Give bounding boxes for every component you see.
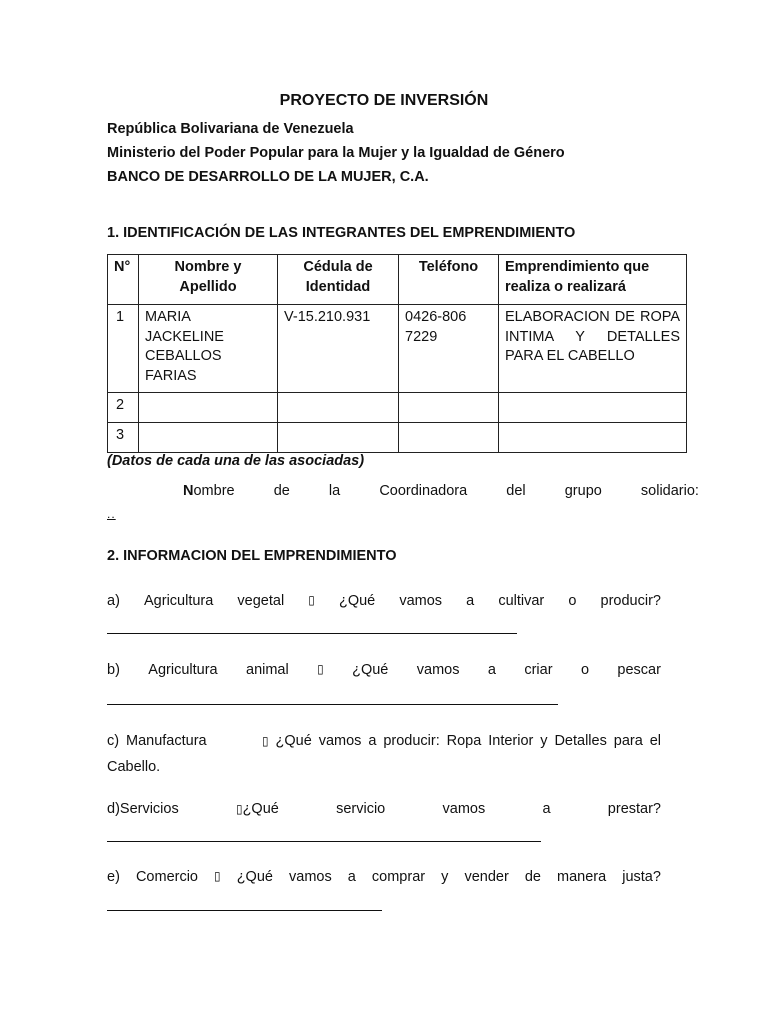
q-word: pescar xyxy=(617,662,661,678)
cell-id xyxy=(278,393,399,423)
cell-id xyxy=(278,423,399,453)
answer-line-b[interactable] xyxy=(107,704,558,705)
q-word-icon-pair xyxy=(236,801,279,817)
checkbox-icon[interactable]: ▯ xyxy=(235,802,243,816)
q-word: a xyxy=(347,869,356,885)
table-row xyxy=(108,393,687,423)
section1-heading: 1. IDENTIFICACIÓN DE LAS INTEGRANTES DEL EMPRENDIMIENTO xyxy=(107,225,576,241)
q-word: a xyxy=(542,801,551,817)
q-word: justa? xyxy=(622,869,661,885)
q-word: prestar? xyxy=(607,801,661,817)
cell-name xyxy=(139,393,278,423)
q-word: cultivar xyxy=(498,593,545,609)
q-word: o xyxy=(580,662,590,678)
header-ministry: Ministerio del Poder Popular para la Mujer y la Igualdad de Género xyxy=(107,145,565,161)
header-republic: República Bolivariana de Venezuela xyxy=(107,121,354,137)
coordinator-value[interactable]: .. xyxy=(107,507,116,521)
q-word: ¿Qué xyxy=(242,801,279,817)
q-word: vamos xyxy=(442,801,486,817)
q-word: e) xyxy=(107,869,120,885)
header-bank: BANCO DE DESARROLLO DE LA MUJER, C.A. xyxy=(107,169,429,185)
col-header-business: Emprendimiento que realiza o realizará xyxy=(499,255,687,305)
q-word: ¿Qué xyxy=(338,593,376,609)
cell-number: 3 xyxy=(108,423,139,453)
checkbox-icon[interactable]: ▯ xyxy=(317,662,324,676)
document-title: PROYECTO DE INVERSIÓN xyxy=(279,92,489,109)
cell-phone xyxy=(399,393,499,423)
q-word: o xyxy=(568,593,577,609)
q-word: vegetal xyxy=(237,593,285,609)
question-d xyxy=(107,801,661,817)
checkbox-icon[interactable]: ▯ xyxy=(261,734,269,748)
q-word: animal xyxy=(246,662,289,678)
coordinator-word: Coordinadora xyxy=(379,483,468,499)
coordinator-line xyxy=(145,483,699,499)
cell-phone xyxy=(399,423,499,453)
q-word: manera xyxy=(557,869,607,885)
q-word: vamos xyxy=(289,869,332,885)
q-word: ¿Qué xyxy=(352,662,389,678)
answer-line-e[interactable] xyxy=(107,910,382,911)
table-header-row xyxy=(108,255,687,305)
coordinator-word: solidario: xyxy=(640,483,699,499)
members-table xyxy=(107,254,687,453)
cell-business xyxy=(499,423,687,453)
cell-name: MARIA JACKELINE CEBALLOS FARIAS xyxy=(139,305,278,393)
table-row xyxy=(108,305,687,393)
question-a xyxy=(107,593,661,609)
q-word: a xyxy=(487,662,496,678)
q-word: a xyxy=(466,593,475,609)
q-text: ¿Qué vamos a producir: Ropa Interior y Detalles para el Cabello. xyxy=(107,733,661,775)
col-header-phone: Teléfono xyxy=(399,255,499,305)
question-c xyxy=(107,728,661,780)
q-word: vamos xyxy=(399,593,443,609)
section2-heading: 2. INFORMACION DEL EMPRENDIMIENTO xyxy=(107,548,397,564)
cell-number: 1 xyxy=(108,305,139,393)
table-row xyxy=(108,423,687,453)
q-label: c) Manufactura xyxy=(107,733,207,749)
coordinator-word: Nombre xyxy=(183,483,235,499)
question-e xyxy=(107,869,661,885)
coordinator-word: de xyxy=(273,483,290,499)
q-word: comprar xyxy=(371,869,426,885)
q-word: a) xyxy=(107,593,120,609)
cell-business: ELABORACION DE ROPA INTIMA Y DETALLES PARA EL CABELLO xyxy=(499,305,687,393)
col-header-number: N° xyxy=(108,255,139,305)
q-word: producir? xyxy=(600,593,661,609)
coordinator-word: del xyxy=(506,483,526,499)
col-header-id: Cédula de Identidad xyxy=(278,255,399,305)
checkbox-icon[interactable]: ▯ xyxy=(308,593,315,607)
question-b xyxy=(107,662,661,678)
coordinator-word: grupo xyxy=(564,483,602,499)
cell-id: V-15.210.931 xyxy=(278,305,399,393)
q-word: servicio xyxy=(336,801,386,817)
coordinator-word-rest: ombre xyxy=(193,483,235,499)
q-word: vamos xyxy=(416,662,460,678)
answer-line-d[interactable] xyxy=(107,841,541,842)
col-header-name: Nombre y Apellido xyxy=(139,255,278,305)
q-word: y xyxy=(441,869,449,885)
q-word: Agricultura xyxy=(148,662,218,678)
cell-name xyxy=(139,423,278,453)
q-word: vender xyxy=(464,869,509,885)
checkbox-icon[interactable]: ▯ xyxy=(214,869,221,883)
q-word: Agricultura xyxy=(144,593,214,609)
q-word: criar xyxy=(524,662,553,678)
coordinator-word: la xyxy=(328,483,341,499)
cell-number: 2 xyxy=(108,393,139,423)
cell-business xyxy=(499,393,687,423)
q-word: Comercio xyxy=(135,869,198,885)
answer-line-a[interactable] xyxy=(107,633,517,634)
q-word: d)Servicios xyxy=(107,801,179,817)
table-caption: (Datos de cada una de las asociadas) xyxy=(107,453,365,469)
cell-phone: 0426-806 7229 xyxy=(399,305,499,393)
q-word: ¿Qué xyxy=(236,869,273,885)
q-word: b) xyxy=(107,662,120,678)
q-word: de xyxy=(524,869,541,885)
